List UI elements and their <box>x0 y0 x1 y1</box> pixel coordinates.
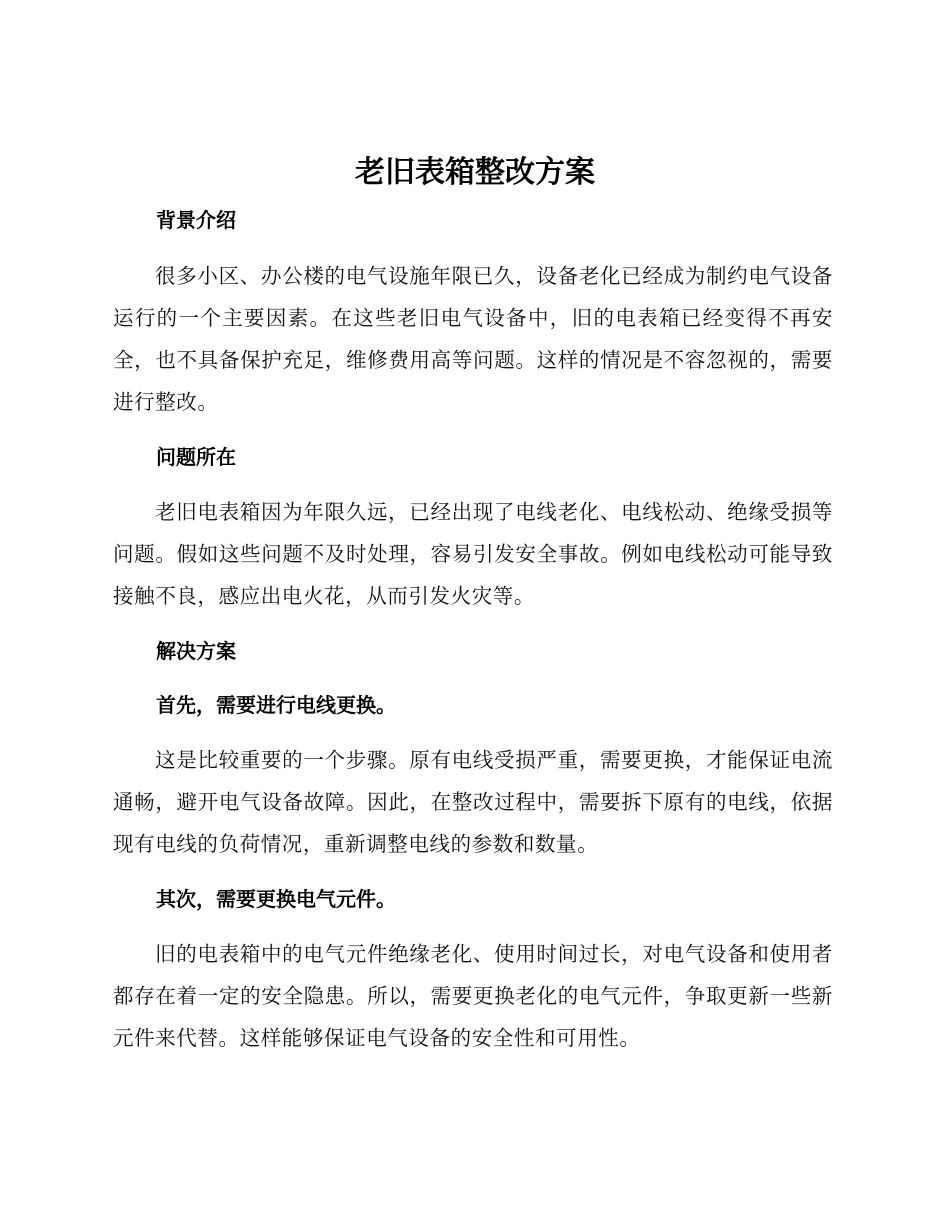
section-heading-problem: 问题所在 <box>156 445 236 469</box>
section-paragraph-problem: 老旧电表箱因为年限久远，已经出现了电线老化、电线松动、绝缘受损等问题。假如这些问题不及时处理，容易引发安全事故。例如电线松动可能导致接触不良，感应出电火花，从而引发火灾等。 <box>113 500 833 608</box>
section-heading-step-wires: 首先，需要进行电线更换。 <box>156 693 396 717</box>
section-heading-solution: 解决方案 <box>156 639 236 663</box>
section-paragraph-background: 很多小区、办公楼的电气设施年限已久，设备老化已经成为制约电气设备运行的一个主要因素。在这些老旧电气设备中，旧的电表箱已经变得不再安全，也不具备保护充足，维修费用高等问题。这样的情况是不容忽视的，需要进行整改。 <box>113 264 833 414</box>
document-title: 老旧表箱整改方案 <box>355 155 595 190</box>
section-paragraph-step-wires: 这是比较重要的一个步骤。原有电线受损严重，需要更换，才能保证电流通畅，避开电气设备故障。因此，在整改过程中，需要拆下原有的电线，依据现有电线的负荷情况，重新调整电线的参数和数量。 <box>113 748 833 856</box>
section-heading-step-components: 其次，需要更换电气元件。 <box>156 887 396 911</box>
section-paragraph-step-components: 旧的电表箱中的电气元件绝缘老化、使用时间过长，对电气设备和使用者都存在着一定的安全隐患。所以，需要更换老化的电气元件，争取更新一些新元件来代替。这样能够保证电气设备的安全性和可用性。 <box>113 942 833 1050</box>
section-heading-background: 背景介绍 <box>156 208 236 232</box>
